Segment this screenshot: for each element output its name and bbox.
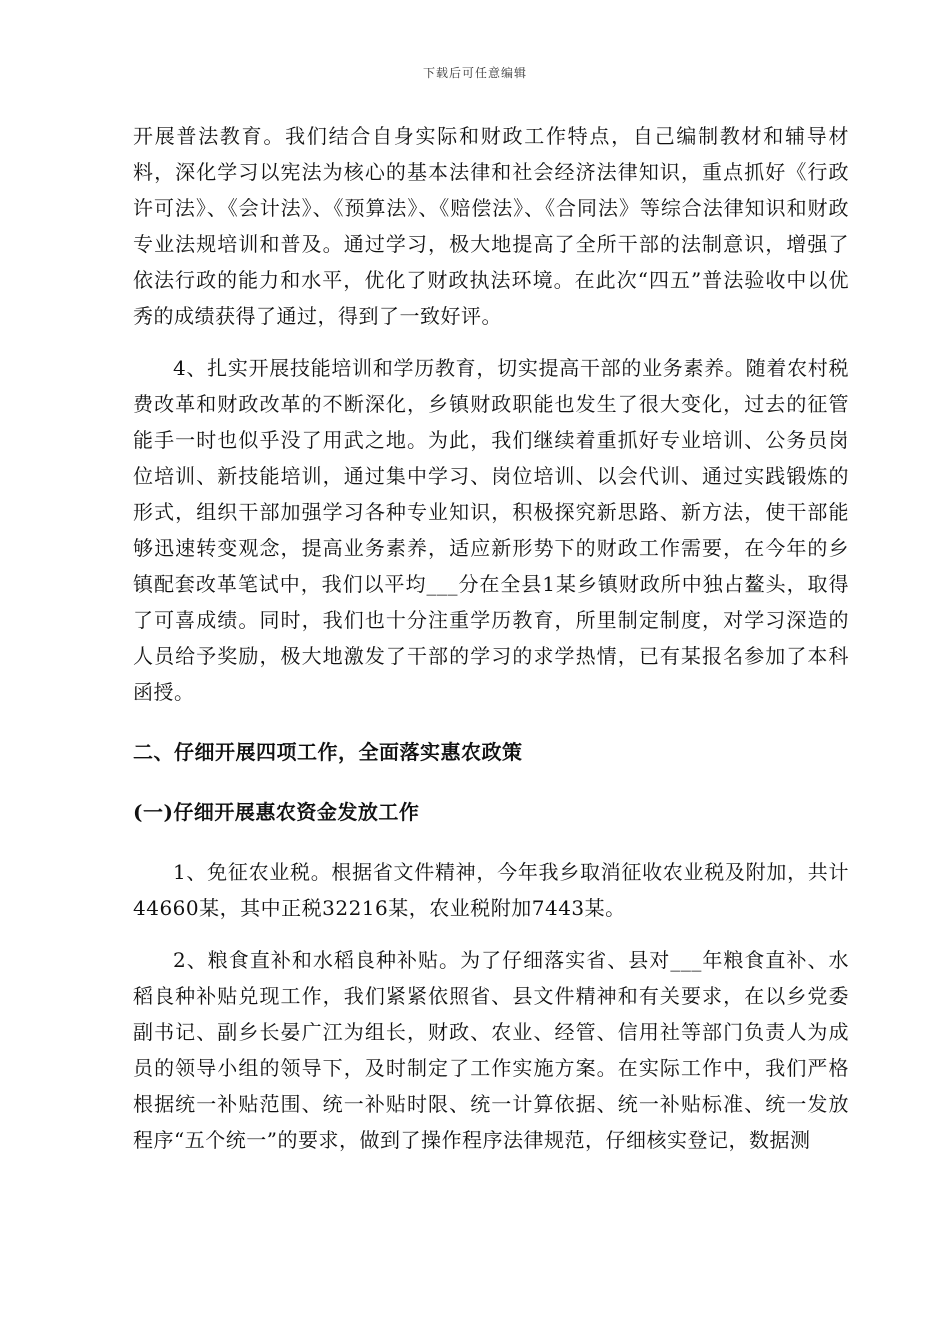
paragraph-agricultural-tax: 1、免征农业税。根据省文件精神，今年我乡取消征收农业税及附加，共计44660某，其中正税32216某，农业税附加7443某。 bbox=[133, 860, 849, 920]
paragraph-skills-training: 4、扎实开展技能培训和学历教育，切实提高干部的业务素养。随着农村税费改革和财政改革的不断深化，乡镇财政职能也发生了很大变化，过去的征管能手一时也似乎没了用武之地。为此，我们继续着重抓好专业培训、公务员岗位培训、新技能培训，通过集中学习、岗位培训、以会代训、通过实践锻炼的形式，组织干部加强学习各种专业知识，积极探究新思路、新方法，使干部能够迅速转变观念，提高业务素养，适应新形势下的财政工作需要，在今年的乡镇配套改革笔试中，我们以平均___分在全县1某乡镇财政所中独占鳌头，取得了可喜成绩。同时，我们也十分注重学历教育，所里制定制度，对学习深造的人员给予奖励，极大地激发了干部的学习的求学热情，已有某报名参加了本科函授。 bbox=[133, 356, 849, 704]
section-heading: 二、仔细开展四项工作，全面落实惠农政策 bbox=[133, 740, 523, 764]
page-header: 下载后可任意编辑 bbox=[422, 66, 527, 80]
subsection-heading: (一)仔细开展惠农资金发放工作 bbox=[133, 800, 420, 824]
paragraph-legal-education: 开展普法教育。我们结合自身实际和财政工作特点，自己编制教材和辅导材料，深化学习以宪法为核心的基本法律和社会经济法律知识，重点抓好《行政许可法》、《会计法》、《预算法》、《赔偿法》、《合同法》等综合法律知识和财政专业法规培训和普及。通过学习，极大地提高了全所干部的法制意识，增强了依法行政的能力和水平，优化了财政执法环境。在此次“四五”普法验收中以优秀的成绩获得了通过，得到了一致好评。 bbox=[133, 124, 849, 328]
document-body bbox=[133, 118, 849, 1158]
paragraph-grain-subsidy: 2、粮食直补和水稻良种补贴。为了仔细落实省、县对___年粮食直补、水稻良种补贴兑现工作，我们紧紧依照省、县文件精神和有关要求，在以乡党委副书记、副乡长晏广江为组长，财政、农业、经管、信用社等部门负责人为成员的领导小组的领导下，及时制定了工作实施方案。在实际工作中，我们严格根据统一补贴范围、统一补贴时限、统一计算依据、统一补贴标准、统一发放程序“五个统一”的要求，做到了操作程序法律规范，仔细核实登记，数据测 bbox=[133, 948, 849, 1152]
